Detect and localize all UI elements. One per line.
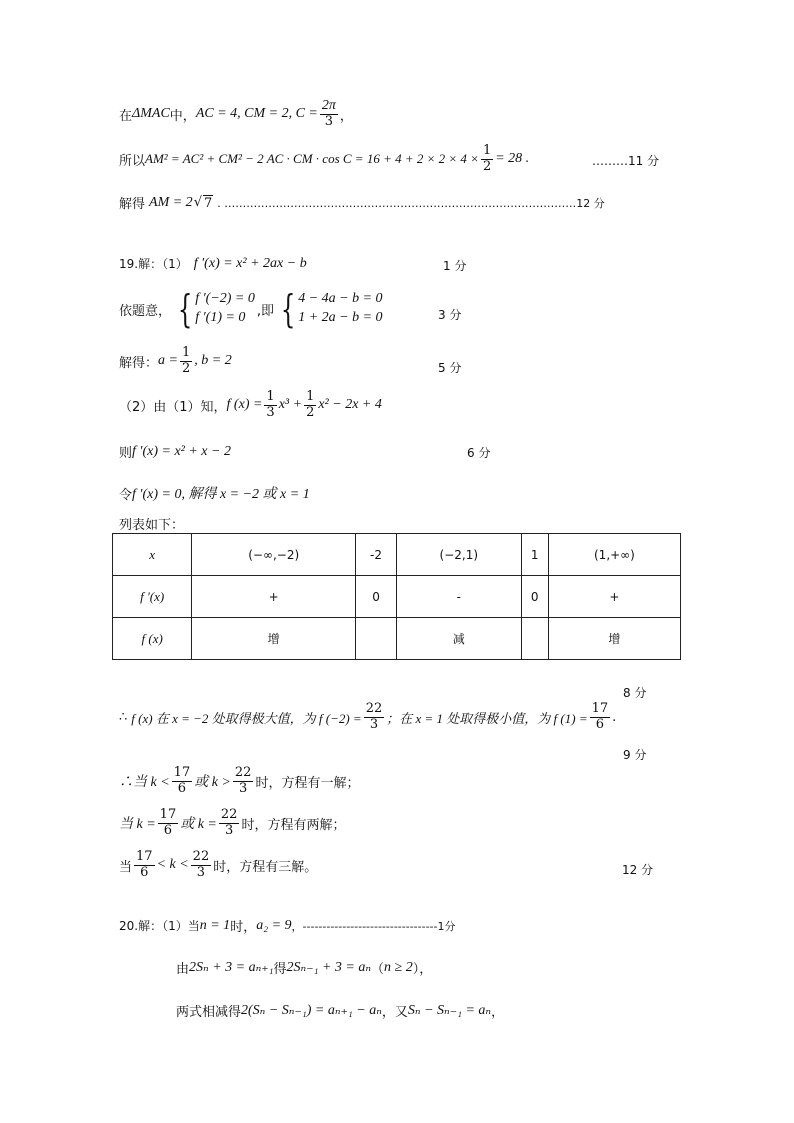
table-cell: -2	[356, 534, 397, 576]
table-cell: (1,+∞)	[548, 534, 680, 576]
system-2: { 4 − 4a − b = 0 1 + 2a − b = 0	[280, 287, 383, 331]
triangle-line	[119, 98, 353, 130]
table-cell: +	[548, 576, 680, 618]
table-row	[113, 534, 681, 576]
table-cell: f ′(x)	[113, 576, 192, 618]
case-two-line	[119, 808, 345, 839]
text: 19.解：（1）	[119, 257, 188, 271]
text: 在	[119, 108, 133, 124]
text: 时，方程有两解；	[241, 817, 346, 833]
text: 20.解：（1）当	[119, 919, 200, 933]
q20-line1	[119, 916, 455, 935]
table-cell	[356, 618, 397, 660]
text: ,即	[256, 303, 275, 319]
dots-score: . ……………………………………………………………………………………12 分	[217, 196, 605, 210]
math: AM² = AC² + CM² − 2 AC · CM · cos C = 16 + 4 + 2 × 2 × 4 ×	[145, 151, 479, 167]
math: 当 k =	[119, 817, 156, 833]
cosine-line	[119, 144, 529, 175]
table-cell	[521, 618, 548, 660]
math: f ′(x) = 0, 解得 x = −2 或 x = 1	[132, 487, 310, 502]
text: ，又	[381, 1005, 408, 1020]
q19-zero-line	[119, 483, 310, 503]
math: 2(Sₙ − Sₙ₋₁) = aₙ₊₁ − aₙ	[241, 1003, 382, 1018]
math: AC = 4, CM = 2, C =	[195, 106, 318, 122]
text: 依题意，	[119, 303, 172, 319]
table-cell: f (x)	[113, 618, 192, 660]
score-9: 9 分	[623, 748, 647, 762]
math: f ′(x) = x² + 2ax − b	[193, 255, 307, 271]
text: 中，	[169, 108, 196, 124]
fraction: $\frac{1}{2}$	[482, 143, 492, 174]
math: x² − 2x + 4	[318, 397, 382, 413]
text: ），	[412, 962, 433, 977]
text: .	[612, 709, 617, 725]
radicand: 7	[203, 195, 213, 211]
fraction: $\frac{22}{3}$	[234, 765, 252, 796]
score-5: 5 分	[438, 361, 462, 375]
q19-derivative-line	[119, 442, 231, 461]
text: 当	[119, 859, 133, 875]
text: 由	[176, 962, 190, 977]
math: n ≥ 2	[384, 959, 413, 975]
score-8: 8 分	[623, 686, 647, 700]
score-3: 3 分	[438, 308, 462, 322]
extremum-line	[119, 702, 616, 733]
math: f (x) =	[226, 397, 263, 413]
math: a =	[158, 353, 178, 369]
math: x³ +	[278, 397, 303, 413]
case-three-line	[119, 850, 317, 881]
therefore: ∴	[119, 709, 128, 725]
text: 所以	[119, 153, 146, 169]
text: （	[371, 962, 385, 977]
math: 2Sₙ + 3 = aₙ₊₁	[189, 960, 274, 975]
q19-part2-line	[119, 390, 382, 421]
math: ；在 x = 1 处取得极小值，为 f (1) =	[386, 710, 588, 726]
math: f (x) 在 x = −2 处取得极大值，为 f (−2) =	[131, 710, 362, 726]
fraction: $\frac{17}{6}$	[173, 765, 191, 796]
math: a₂ = 9	[256, 917, 292, 933]
table-cell: (−2,1)	[396, 534, 521, 576]
table-cell: (−∞,−2)	[192, 534, 356, 576]
math: 或 k =	[180, 817, 217, 833]
text: （2）由（1）知，	[119, 399, 227, 415]
text: 时，方程有三解。	[213, 859, 318, 875]
text: 令	[119, 487, 133, 503]
fraction: $\frac{1}{2}$	[181, 345, 191, 376]
q19-system-line	[119, 287, 385, 331]
text: ，----------------------------------1分	[291, 919, 456, 933]
fraction: $\frac{22}{3}$	[192, 849, 210, 880]
table-cell: 0	[356, 576, 397, 618]
text: 得	[273, 962, 287, 977]
table-cell: 增	[192, 618, 356, 660]
math: Sₙ − Sₙ₋₁ = aₙ	[407, 1003, 492, 1018]
table-cell: -	[396, 576, 521, 618]
score-12: 12 分	[622, 863, 654, 877]
table-cell: x	[113, 534, 192, 576]
text: 解得：	[119, 355, 159, 371]
q19-solve-line	[119, 346, 232, 377]
table-cell: 0	[521, 576, 548, 618]
am-line: 解得 AM = 2 √ 7 . ……………………………………………………………………………………12 分	[119, 194, 605, 212]
table-row	[113, 576, 681, 618]
math: n = 1	[199, 917, 231, 933]
fraction: $\frac{1}{2}$	[306, 389, 315, 420]
math: , b = 2	[194, 353, 232, 369]
fraction: $\frac{22}{3}$	[220, 807, 238, 838]
sign-table	[112, 533, 681, 660]
score-11: ………11 分	[592, 154, 660, 168]
math: < k <	[156, 857, 189, 873]
math: 或 k >	[194, 775, 231, 791]
table-cell: 1	[521, 534, 548, 576]
text: ，	[491, 1005, 505, 1020]
q19-line1	[119, 255, 307, 272]
list-label: 列表如下：	[119, 518, 185, 533]
fraction: $\frac{17}{6}$	[591, 701, 609, 732]
text: 时，	[230, 920, 257, 935]
system-1: { f ′(−2) = 0 f ′(1) = 0	[177, 287, 255, 331]
q20-line3	[176, 1001, 504, 1020]
math: 2Sₙ₋₁ + 3 = aₙ	[286, 960, 372, 975]
score-1: 1 分	[443, 259, 467, 273]
table-cell: 减	[396, 618, 521, 660]
score-6: 6 分	[467, 446, 491, 460]
text: ，	[339, 108, 353, 124]
fraction: $\frac{2\pi}{3}$	[321, 98, 336, 130]
fraction: $\frac{17}{6}$	[159, 807, 177, 838]
table-cell: +	[192, 576, 356, 618]
math: ΔMAC	[132, 106, 170, 122]
math: f ′(x) = x² + x − 2	[132, 443, 231, 459]
text: 则	[119, 446, 133, 461]
text: 解得	[119, 197, 146, 212]
math: AM = 2	[149, 194, 193, 210]
table-cell: 增	[548, 618, 680, 660]
q20-line2	[176, 958, 432, 977]
text: 时，方程有一解；	[255, 775, 360, 791]
fraction: $\frac{22}{3}$	[365, 701, 383, 732]
case-one-line	[119, 766, 359, 797]
table-row	[113, 618, 681, 660]
fraction: $\frac{1}{3}$	[266, 389, 275, 420]
math: = 28 .	[495, 151, 530, 167]
fraction: $\frac{17}{6}$	[136, 849, 153, 880]
text: 两式相减得	[176, 1005, 242, 1020]
math: ∴当 k <	[119, 775, 170, 791]
